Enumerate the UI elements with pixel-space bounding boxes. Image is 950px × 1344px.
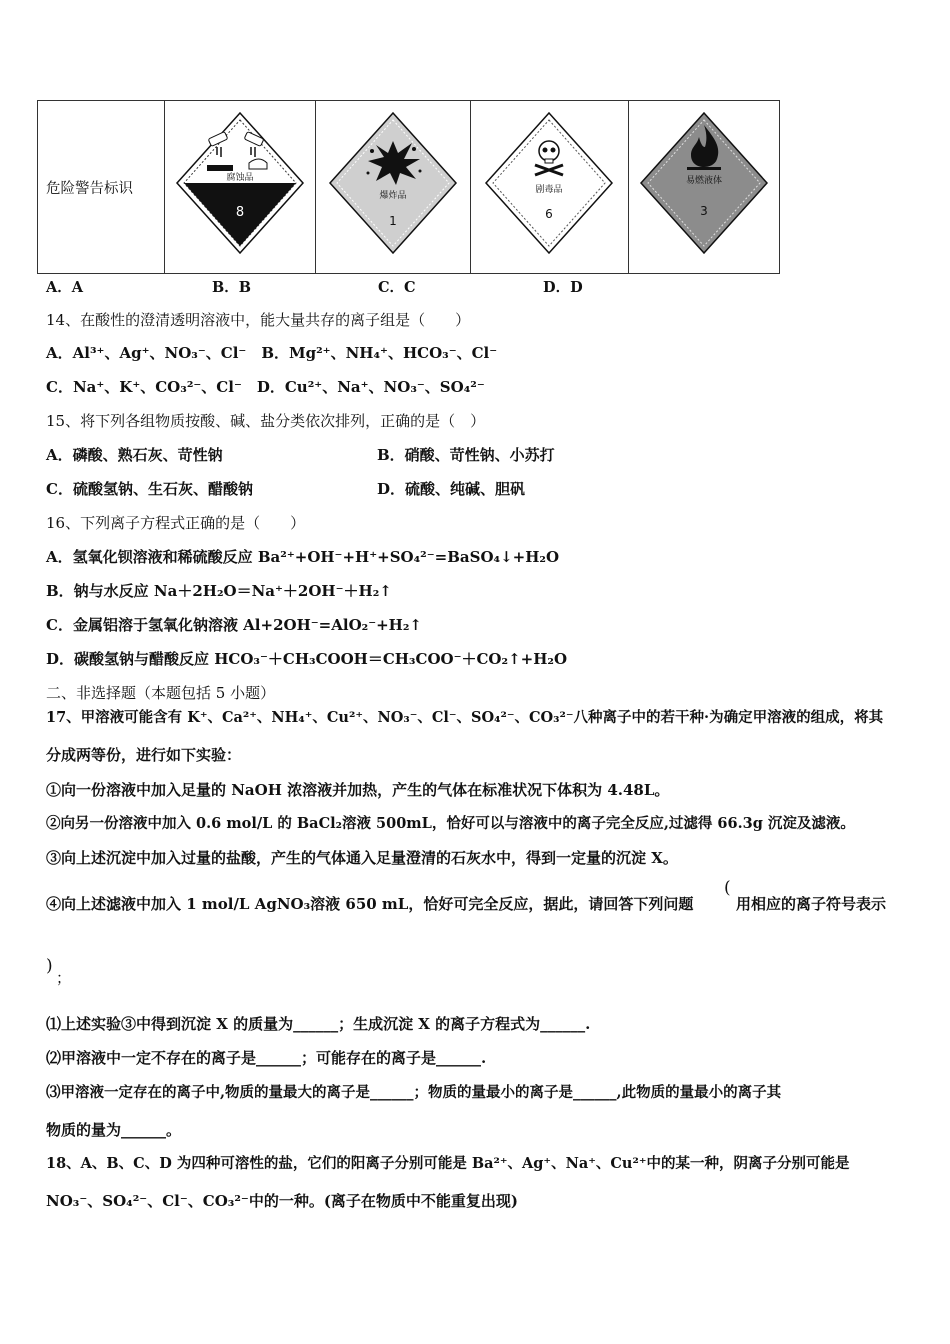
q17-exp4: ④向上述滤液中加入 1 mol/L AgNO₃溶液 650 mL，恰好可完全反应，据此，请回答下列问题 — [46, 895, 694, 913]
q17-sub2: ⑵甲溶液中一定不存在的离子是______；可能存在的离子是______. — [46, 1049, 487, 1067]
sign-cell-c — [471, 101, 629, 274]
sign-number: 6 — [545, 207, 553, 221]
sign-cell-b — [316, 101, 471, 274]
q13-option-a: A．A — [46, 279, 84, 296]
explosive-icon — [316, 101, 470, 269]
q17-paren-close: ) — [46, 956, 53, 976]
q15-option-c: C．硫酸氢钠、生石灰、醋酸钠 — [46, 480, 253, 498]
q17-exp2: ②向另一份溶液中加入 0.6 mol/L 的 BaCl₂溶液 500mL，恰好可以与溶液中的离子完全反应,过滤得 66.3g 沉淀及滤液。 — [46, 815, 855, 832]
q14-options-cd: C．Na⁺、K⁺、CO₃²⁻、Cl⁻ D．Cu²⁺、Na⁺、NO₃⁻、SO₄²⁻ — [46, 378, 485, 396]
q18-line2: NO₃⁻、SO₄²⁻、Cl⁻、CO₃²⁻中的一种。(离子在物质中不能重复出现) — [46, 1192, 519, 1210]
sign-cell-a — [165, 101, 316, 274]
q17-sub1: ⑴上述实验③中得到沉淀 X 的质量为______；生成沉淀 X 的离子方程式为______. — [46, 1015, 591, 1033]
q13-option-d: D．D — [543, 279, 583, 296]
q15-stem: 15、将下列各组物质按酸、碱、盐分类依次排列，正确的是（ ） — [46, 412, 486, 430]
corrosive-icon — [165, 101, 315, 269]
q16-option-b: B．钠与水反应 Na＋2H₂O＝Na⁺＋2OH⁻＋H₂↑ — [46, 582, 392, 600]
q17-line2: 分成两等份，进行如下实验： — [46, 746, 242, 764]
q17-sub3b: 物质的量为______。 — [46, 1121, 182, 1139]
q17-paren-open: ( — [724, 878, 731, 898]
row-label: 危险警告标识 — [38, 101, 165, 274]
skull-icon — [471, 101, 628, 269]
q16-option-a: A．氢氧化钡溶液和稀硫酸反应 Ba²⁺+OH⁻+H⁺+SO₄²⁻=BaSO₄↓+H₂O — [46, 548, 560, 566]
q17-exp4-tail: 用相应的离子符号表示 — [736, 895, 887, 913]
flame-icon — [629, 101, 779, 269]
q13-option-b: B．B — [212, 279, 252, 296]
q17-semicolon: ； — [56, 969, 72, 987]
q14-stem: 14、在酸性的澄清透明溶液中，能大量共存的离子组是（ ） — [46, 311, 471, 329]
q17-exp3: ③向上述沉淀中加入过量的盐酸，产生的气体通入足量澄清的石灰水中，得到一定量的沉淀 X。 — [46, 849, 678, 867]
q13-option-c: C．C — [378, 279, 416, 296]
sign-name: 爆炸品 — [379, 191, 407, 201]
q16-stem: 16、下列离子方程式正确的是（ ） — [46, 514, 306, 532]
section-heading: 二、非选择题（本题包括 5 小题） — [46, 684, 276, 702]
sign-number: 8 — [235, 205, 245, 220]
sign-name: 剧毒品 — [535, 185, 563, 195]
sign-name: 易燃液体 — [685, 176, 723, 186]
q15-option-d: D．硫酸、纯碱、胆矾 — [377, 480, 526, 498]
q17-exp1: ①向一份溶液中加入足量的 NaOH 浓溶液并加热，产生的气体在标准状况下体积为 4.48L。 — [46, 781, 670, 799]
hazard-sign-table — [37, 100, 780, 274]
q15-option-b: B．硝酸、苛性钠、小苏打 — [377, 446, 555, 464]
q16-option-d: D．碳酸氢钠与醋酸反应 HCO₃⁻＋CH₃COOH＝CH₃COO⁻＋CO₂↑+H₂O — [46, 650, 568, 668]
sign-number: 3 — [700, 204, 708, 218]
q14-options-ab: A．Al³⁺、Ag⁺、NO₃⁻、Cl⁻ B．Mg²⁺、NH₄⁺、HCO₃⁻、Cl⁻ — [46, 344, 498, 362]
q17-line1: 17、甲溶液可能含有 K⁺、Ca²⁺、NH₄⁺、Cu²⁺、NO₃⁻、Cl⁻、SO₄²⁻、CO₃²⁻八种离子中的若干种·为确定甲溶液的组成，将其 — [46, 709, 884, 726]
q18-line1: 18、A、B、C、D 为四种可溶性的盐，它们的阳离子分别可能是 Ba²⁺、Ag⁺、Na⁺、Cu²⁺中的某一种，阴离子分别可能是 — [46, 1155, 850, 1172]
sign-name: 腐蚀品 — [226, 173, 254, 183]
q17-sub3a: ⑶甲溶液一定存在的离子中,物质的量最大的离子是______；物质的量最小的离子是______,此物质的量最小的离子其 — [46, 1084, 782, 1101]
sign-cell-d — [629, 101, 780, 274]
q15-option-a: A．磷酸、熟石灰、苛性钠 — [46, 446, 223, 464]
q16-option-c: C．金属铝溶于氢氧化钠溶液 Al+2OH⁻=AlO₂⁻+H₂↑ — [46, 616, 422, 634]
sign-number: 1 — [389, 214, 397, 228]
